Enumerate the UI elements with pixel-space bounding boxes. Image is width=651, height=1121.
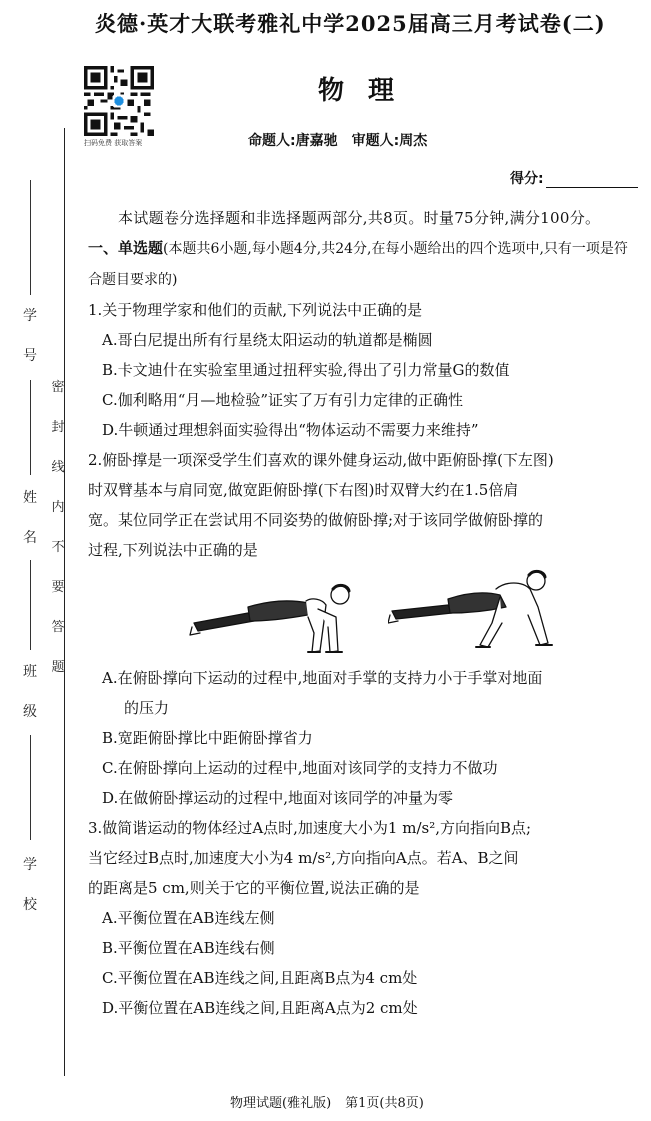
- section-title: 一、单选题: [88, 239, 164, 257]
- name-field-line[interactable]: [30, 380, 31, 475]
- field-label-student-id: 学号: [23, 308, 37, 364]
- section-note: (本题共6小题,每小题4分,共24分,在每小题给出的四个选项中,只有一项是符合题目要求的): [88, 241, 628, 288]
- question-3-option-a: A.平衡位置在AB连线左侧: [102, 909, 275, 927]
- qr-caption: 扫码免费 获取答案: [84, 139, 143, 147]
- question-3-stem-line: 3.做简谐运动的物体经过A点时,加速度大小为1 m/s²,方向指向B点;: [88, 819, 532, 837]
- question-3-stem-line: 的距离是5 cm,则关于它的平衡位置,说法正确的是: [88, 879, 420, 897]
- field-label-school: 学校: [23, 857, 37, 913]
- footer-page: 第1页(共8页): [345, 1096, 424, 1111]
- exam-content: [88, 203, 637, 1023]
- question-2-stem-line: 宽。某位同学正在尝试用不同姿势的做俯卧撑;对于该同学做俯卧撑的: [88, 511, 544, 529]
- score-label: 得分:: [510, 171, 544, 187]
- footer-subject: 物理试题(雅礼版): [230, 1096, 332, 1111]
- school-field-line[interactable]: [30, 735, 31, 840]
- question-1-option-d: D.牛顿通过理想斜面实验得出“物体运动不需要力来维持”: [102, 421, 479, 439]
- exam-header-title: 炎德·英才大联考雅礼中学2025届高三月考试卷(二): [95, 11, 606, 36]
- score-field[interactable]: [510, 168, 638, 188]
- question-1-option-b: B.卡文迪什在实验室里通过扭秤实验,得出了引力常量G的数值: [102, 361, 510, 379]
- question-1-stem: 1.关于物理学家和他们的贡献,下列说法中正确的是: [88, 301, 423, 319]
- question-1-option-a: A.哥白尼提出所有行星绕太阳运动的轨道都是椭圆: [102, 331, 433, 349]
- page-footer: [230, 1092, 424, 1111]
- question-3-option-c: C.平衡位置在AB连线之间,且距离B点为4 cm处: [102, 969, 418, 987]
- intro-paragraph: 本试题卷分选择题和非选择题两部分,共8页。时量75分钟,满分100分。: [118, 209, 601, 227]
- subject-title: 物理: [318, 76, 419, 106]
- question-2-option-d: D.在做俯卧撑运动的过程中,地面对该同学的冲量为零: [102, 789, 454, 807]
- qr-code-icon[interactable]: [84, 66, 154, 136]
- question-2-option-b: B.宽距俯卧撑比中距俯卧撑省力: [102, 729, 313, 747]
- setter-name: 命题人:唐嘉驰: [248, 133, 338, 149]
- question-3-stem-line: 当它经过B点时,加速度大小为4 m/s²,方向指向A点。若A、B之间: [88, 849, 519, 867]
- reviewer-name: 审题人:周杰: [351, 133, 428, 149]
- seal-line-warning: 密封线内不要答题: [51, 380, 65, 675]
- question-3-option-b: B.平衡位置在AB连线右侧: [102, 939, 275, 957]
- question-3-option-d: D.平衡位置在AB连线之间,且距离A点为2 cm处: [102, 999, 418, 1017]
- medium-pushup-figure: [188, 577, 358, 657]
- question-2-stem-line: 2.俯卧撑是一项深受学生们喜欢的课外健身运动,做中距俯卧撑(下左图): [88, 451, 554, 469]
- section-heading: [88, 233, 637, 295]
- question-1-option-c: C.伽利略用“月—地检验”证实了万有引力定律的正确性: [102, 391, 464, 409]
- class-field-line[interactable]: [30, 560, 31, 650]
- field-label-name: 姓名: [23, 490, 37, 546]
- question-2-stem-line: 时双臂基本与肩同宽,做宽距俯卧撑(下右图)时双臂大约在1.5倍肩: [88, 481, 519, 499]
- authors-line: [248, 130, 427, 150]
- field-label-class: 班级: [23, 664, 37, 720]
- question-2-option-c: C.在俯卧撑向上运动的过程中,地面对该同学的支持力不做功: [102, 759, 498, 777]
- question-2-stem-line: 过程,下列说法中正确的是: [88, 541, 258, 559]
- id-field-line[interactable]: [30, 180, 31, 295]
- pushup-figures: [88, 565, 637, 663]
- question-2-option-a-continued: 的压力: [124, 699, 170, 717]
- wide-pushup-figure: [388, 567, 558, 657]
- score-blank[interactable]: [546, 173, 638, 188]
- question-2-option-a: A.在俯卧撑向下运动的过程中,地面对手掌的支持力小于手掌对地面: [102, 669, 543, 687]
